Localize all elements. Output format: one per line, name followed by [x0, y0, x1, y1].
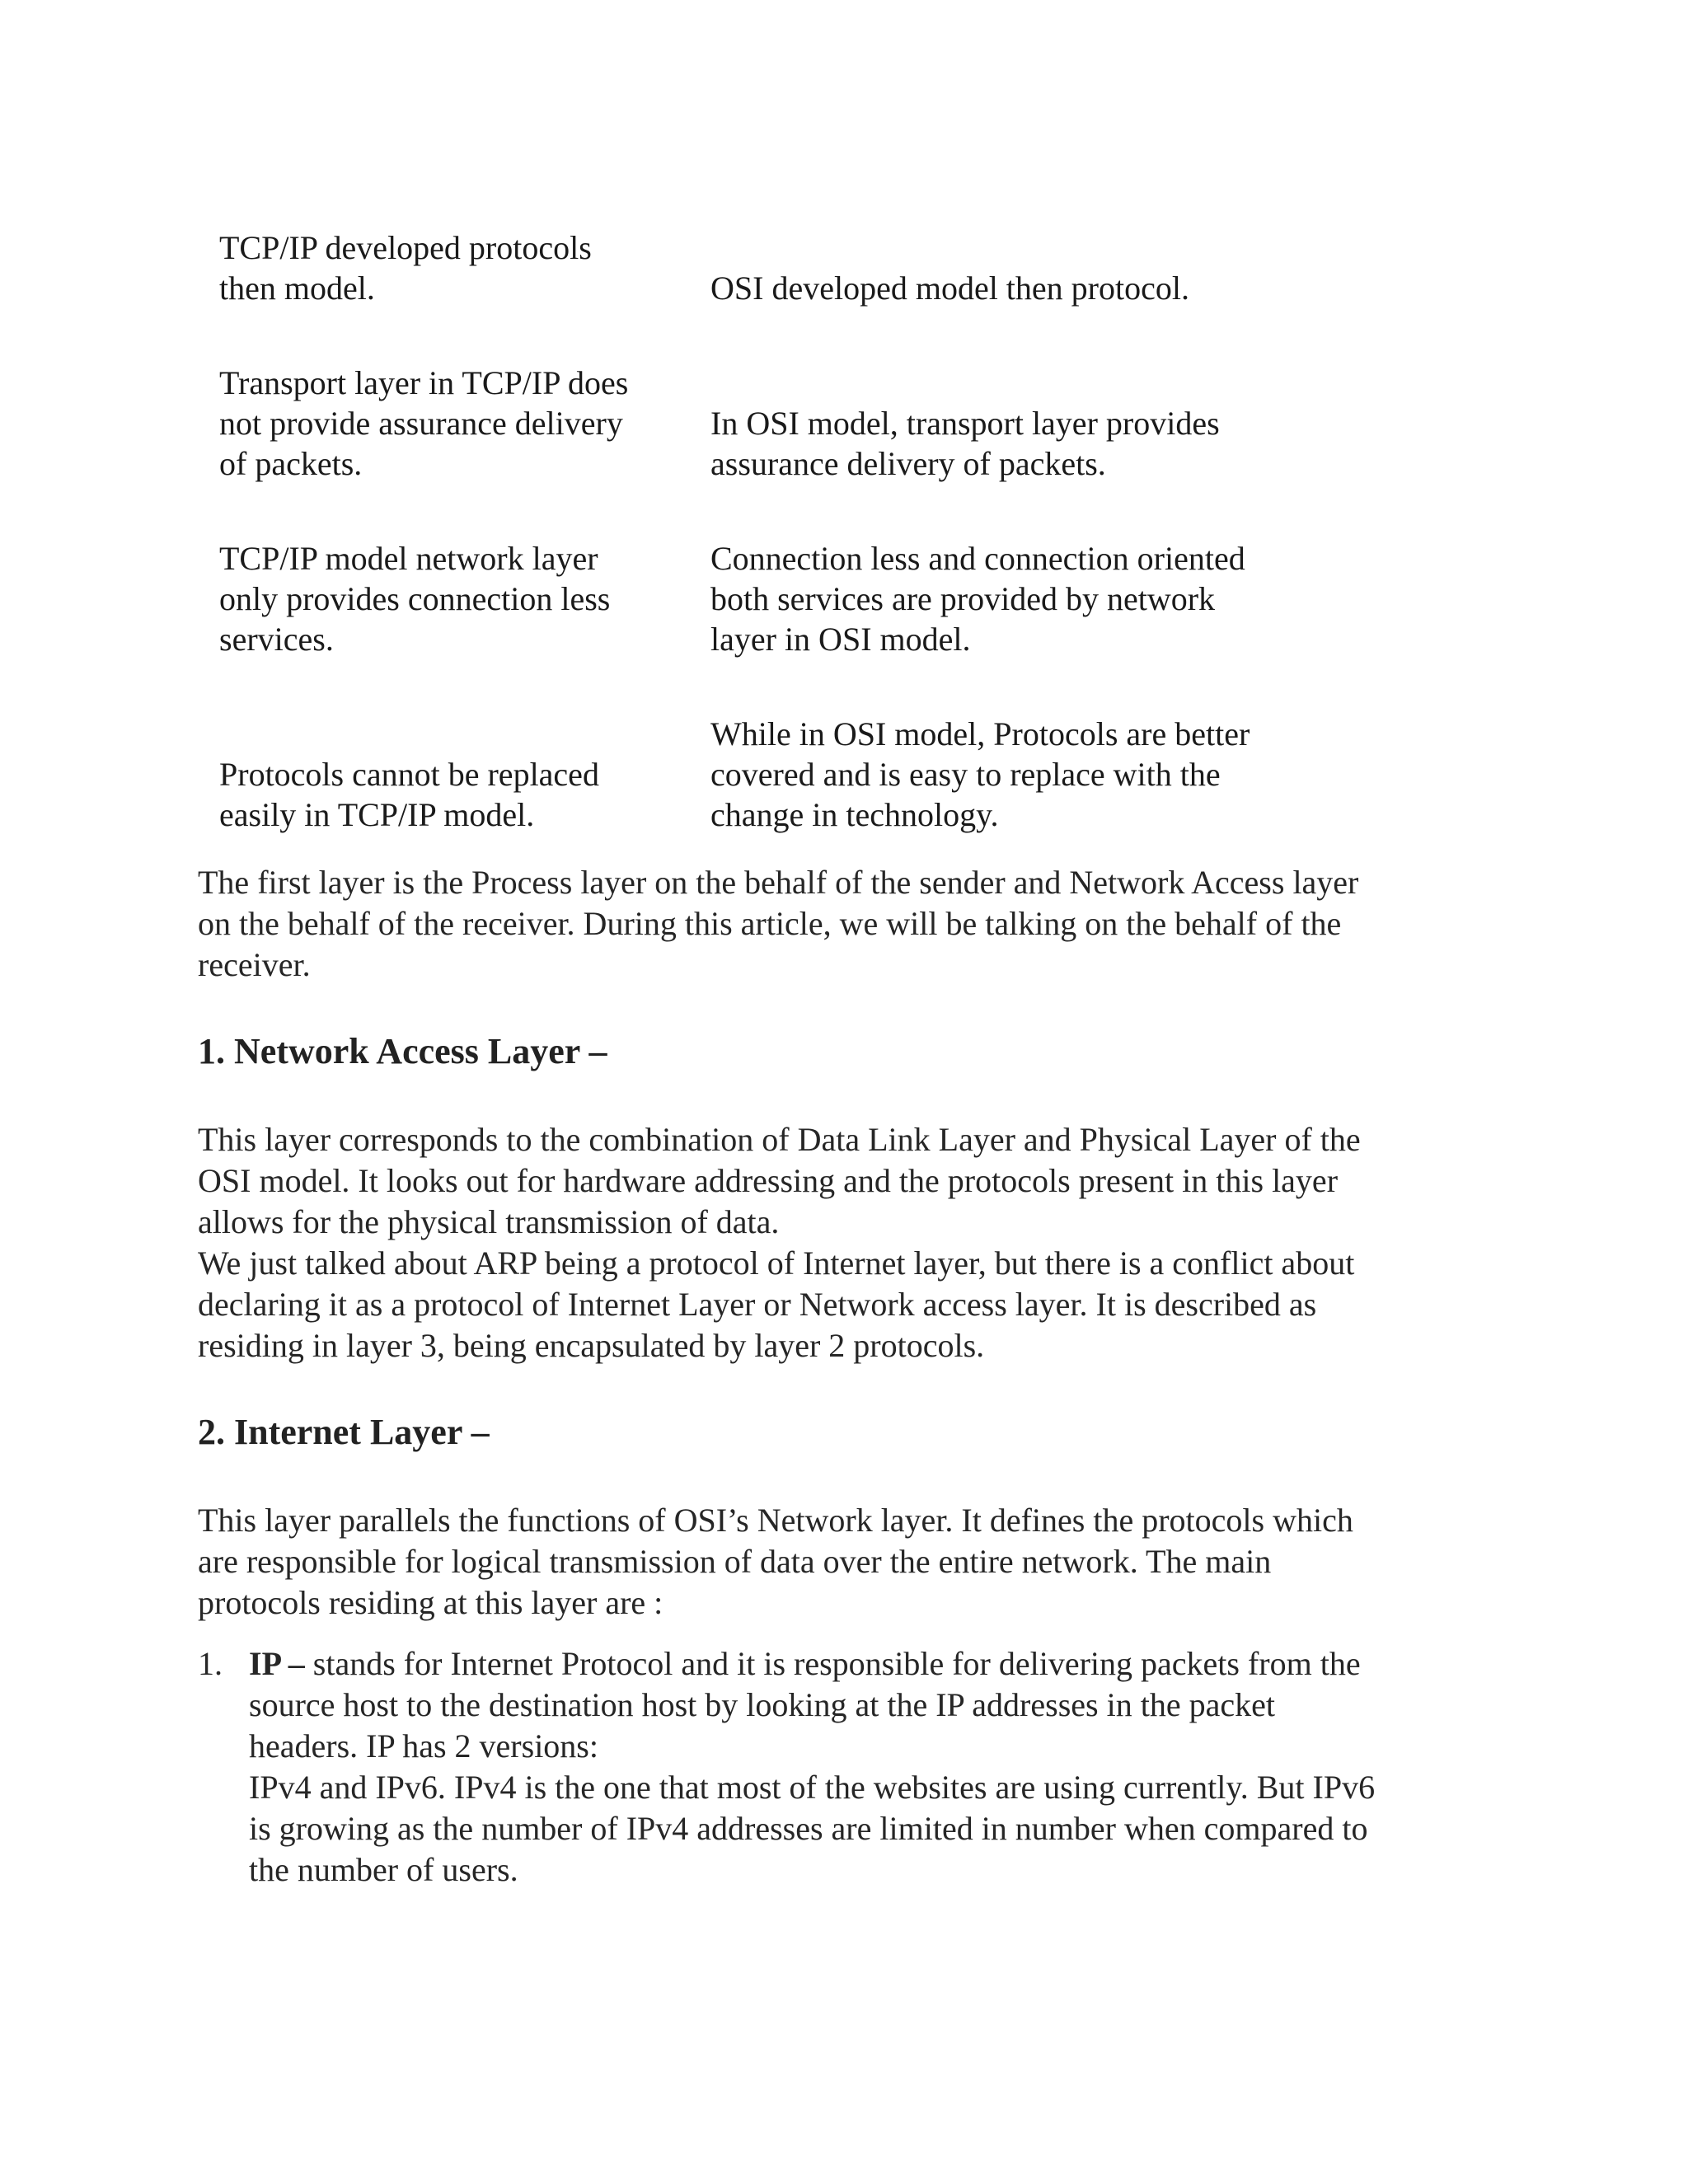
article-content — [198, 862, 1480, 1891]
comparison-row — [219, 538, 1324, 659]
osi-cell: OSI developed model then protocol. — [710, 269, 1189, 307]
list-item-text: stands for Internet Protocol and it is responsible for delivering packets from the source host to the destination host by looking at the IP addresses in the packet headers. IP has 2 versions: IPv4 and IPv6. IPv4 is the one that most of the websites are using currently. But IPv6 is growing as the number of IPv4 addresses are limited in number when compared to the number of users. — [249, 1645, 1376, 1888]
list-item — [198, 1643, 1480, 1891]
section-heading-network-access: 1. Network Access Layer – — [198, 1031, 607, 1071]
protocol-list — [198, 1643, 1480, 1891]
osi-cell: While in OSI model, Protocols are better covered and is easy to replace with the change in technology. — [710, 715, 1250, 833]
list-item-term: IP – — [249, 1645, 305, 1682]
comparison-table — [219, 227, 1324, 835]
tcp-ip-cell: Transport layer in TCP/IP does not provide assurance delivery of packets. — [219, 364, 629, 482]
tcp-ip-cell: Protocols cannot be replaced easily in TCP/IP model. — [219, 756, 599, 833]
internet-layer-paragraph: This layer parallels the functions of OSI’s Network layer. It defines the protocols which are responsible for logical transmission of data over the entire network. The main protocols residing at this layer are : — [198, 1502, 1353, 1621]
comparison-row — [219, 363, 1324, 484]
network-access-paragraph: This layer corresponds to the combination of Data Link Layer and Physical Layer of the OSI model. It looks out for hardware addressing and the protocols present in this layer allows for the physical transmission of data. — [198, 1121, 1361, 1240]
arp-paragraph: We just talked about ARP being a protocol of Internet layer, but there is a conflict about declaring it as a protocol of Internet Layer or Network access layer. It is described as residing in layer 3, being encapsulated by layer 2 protocols. — [198, 1244, 1355, 1364]
osi-cell: In OSI model, transport layer provides assurance delivery of packets. — [710, 405, 1220, 482]
tcp-ip-cell: TCP/IP developed protocols then model. — [219, 229, 592, 307]
section-heading-internet-layer: 2. Internet Layer – — [198, 1412, 490, 1452]
osi-cell: Connection less and connection oriented both services are provided by network layer in OSI model. — [710, 540, 1245, 658]
comparison-row — [219, 714, 1324, 835]
list-number: 1. — [198, 1645, 223, 1682]
tcp-ip-cell: TCP/IP model network layer only provides connection less services. — [219, 540, 611, 658]
comparison-row — [219, 227, 1324, 308]
intro-paragraph: The first layer is the Process layer on the behalf of the sender and Network Access layer on the behalf of the receiver. During this article, we will be talking on the behalf of the receiver. — [198, 864, 1359, 983]
list-item-body — [249, 1643, 1480, 1891]
